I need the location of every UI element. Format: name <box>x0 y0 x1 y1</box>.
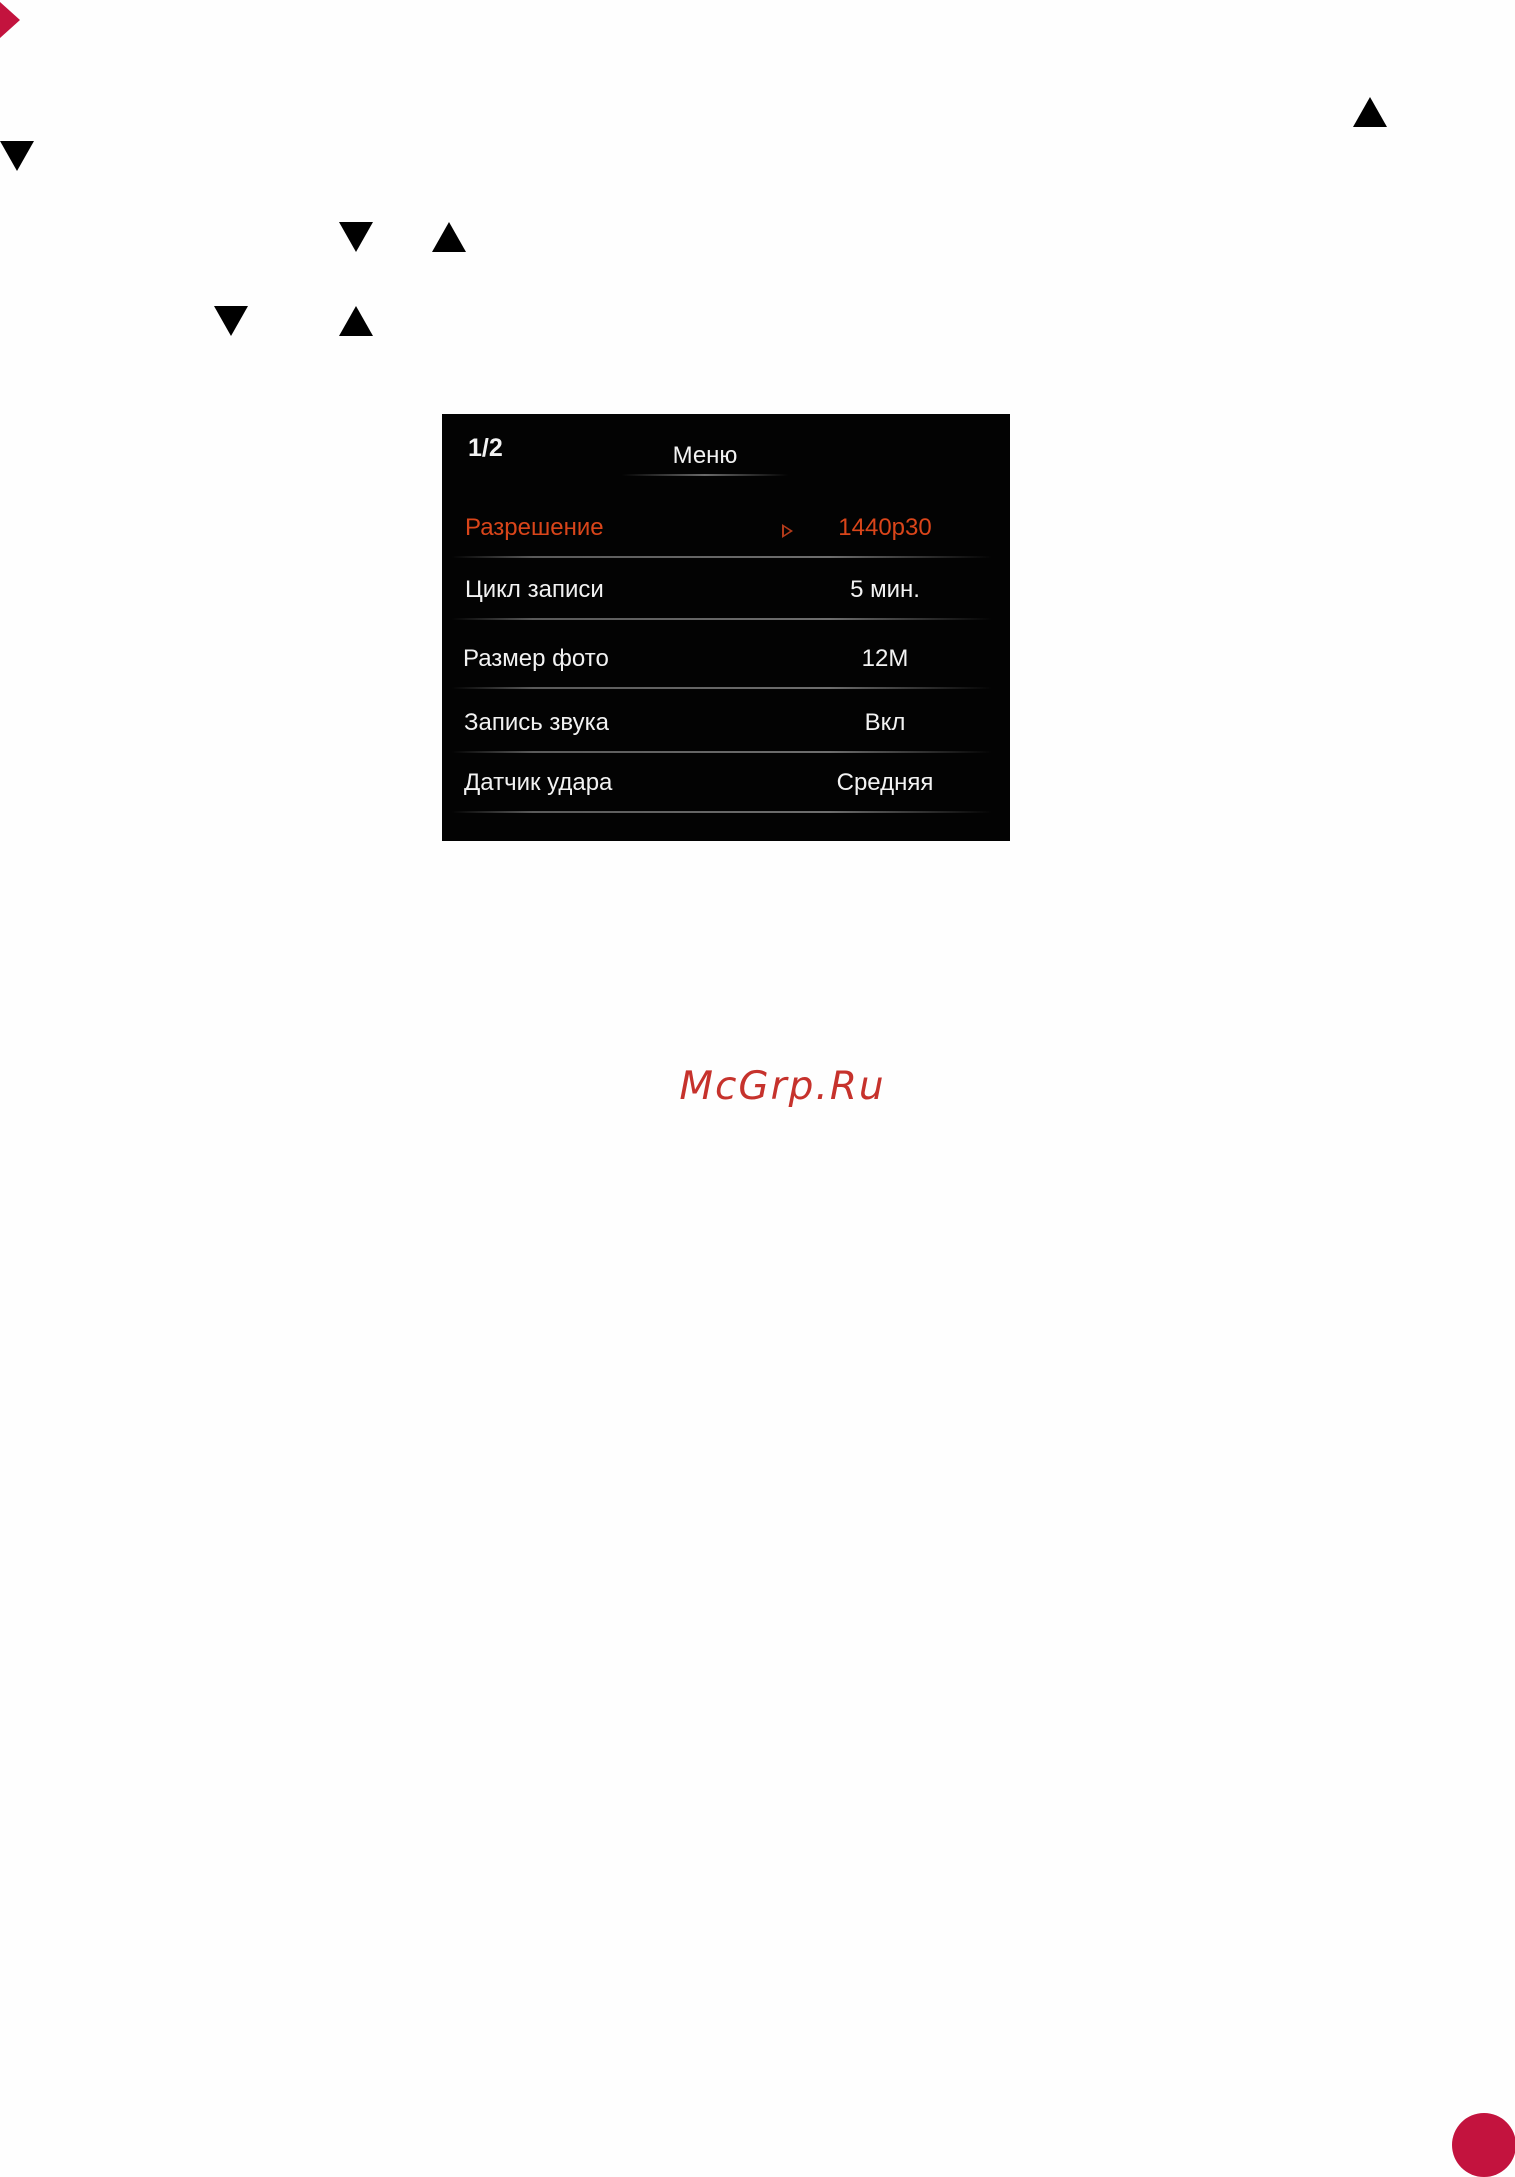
menu-item-value: Средняя <box>836 769 934 796</box>
menu-divider <box>452 556 992 558</box>
menu-item-value: 5 мин. <box>850 576 920 603</box>
section-marker-icon <box>0 2 20 38</box>
menu-item-value: 12M <box>861 645 909 672</box>
triangle-up-icon <box>432 222 466 252</box>
menu-divider <box>452 687 992 689</box>
menu-page-indicator: 1/2 <box>468 434 503 462</box>
triangle-up-icon <box>339 306 373 336</box>
selection-arrow-icon <box>782 524 793 538</box>
menu-title: Меню <box>672 442 738 469</box>
menu-divider <box>452 751 992 753</box>
menu-item-photo-size[interactable] <box>442 633 1010 689</box>
page-badge <box>1452 2113 1515 2177</box>
menu-item-value: Вкл <box>864 709 906 736</box>
menu-item-audio-recording[interactable] <box>442 697 1010 753</box>
menu-title-underline <box>622 474 788 476</box>
menu-item-label: Разрешение <box>465 514 604 541</box>
camera-menu-screenshot <box>442 414 1010 841</box>
triangle-down-icon <box>214 306 248 336</box>
menu-item-resolution[interactable] <box>442 502 1010 558</box>
menu-divider <box>452 618 992 620</box>
triangle-down-icon <box>0 141 34 171</box>
menu-item-shock-sensor[interactable] <box>442 757 1010 813</box>
menu-item-label: Запись звука <box>464 709 610 736</box>
menu-item-label: Размер фото <box>463 645 609 672</box>
menu-item-label: Датчик удара <box>464 769 613 796</box>
menu-item-value: 1440p30 <box>838 514 932 541</box>
menu-item-loop-recording[interactable] <box>442 564 1010 620</box>
menu-item-label: Цикл записи <box>465 576 604 603</box>
watermark: McGrp.Ru <box>679 1064 886 1109</box>
menu-divider <box>452 811 992 813</box>
triangle-down-icon <box>339 222 373 252</box>
triangle-up-icon <box>1353 97 1387 127</box>
